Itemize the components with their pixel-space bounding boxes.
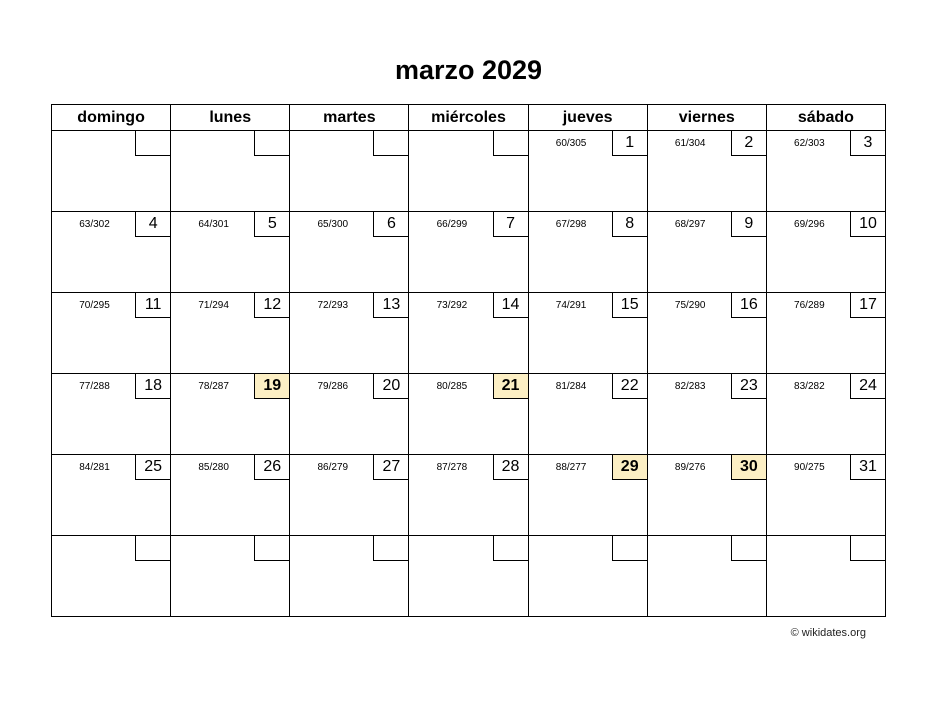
day-of-year: 75/290 xyxy=(674,300,706,311)
day-of-year: 84/281 xyxy=(79,462,110,473)
day-of-year: 87/278 xyxy=(436,462,468,473)
day-cell xyxy=(52,293,171,374)
day-number: 14 xyxy=(493,293,528,318)
day-of-year: 61/304 xyxy=(674,138,706,149)
day-cell xyxy=(409,293,528,374)
day-cell xyxy=(766,374,885,455)
day-number: 8 xyxy=(612,212,647,237)
week-row xyxy=(52,293,886,374)
day-number: 25 xyxy=(135,455,170,480)
day-number: 4 xyxy=(135,212,170,237)
day-number: 24 xyxy=(850,374,885,399)
day-of-year: 89/276 xyxy=(674,462,706,473)
day-number xyxy=(612,536,647,561)
day-cell xyxy=(647,536,766,617)
day-cell xyxy=(52,374,171,455)
week-row xyxy=(52,131,886,212)
day-of-year: 66/299 xyxy=(436,219,468,230)
day-cell xyxy=(528,374,647,455)
day-cell xyxy=(766,455,885,536)
day-number: 22 xyxy=(612,374,647,399)
day-cell xyxy=(528,536,647,617)
day-number: 10 xyxy=(850,212,885,237)
day-number: 18 xyxy=(135,374,170,399)
day-number: 31 xyxy=(850,455,885,480)
day-cell xyxy=(766,536,885,617)
day-number: 16 xyxy=(731,293,766,318)
day-cell xyxy=(647,212,766,293)
day-cell xyxy=(290,293,409,374)
weekday-header: lunes xyxy=(171,105,290,131)
day-cell xyxy=(171,536,290,617)
day-cell xyxy=(171,455,290,536)
week-row xyxy=(52,374,886,455)
day-of-year: 77/288 xyxy=(79,381,110,392)
day-of-year: 65/300 xyxy=(317,219,349,230)
day-of-year: 83/282 xyxy=(794,381,825,392)
day-of-year: 60/305 xyxy=(555,138,587,149)
day-number: 11 xyxy=(135,293,170,318)
day-number: 21 xyxy=(493,374,528,399)
weekday-header: miércoles xyxy=(409,105,528,131)
day-number: 13 xyxy=(373,293,408,318)
day-cell xyxy=(290,212,409,293)
day-cell xyxy=(171,374,290,455)
day-number: 19 xyxy=(254,374,289,399)
day-number: 17 xyxy=(850,293,885,318)
page-title: marzo 2029 xyxy=(394,55,543,85)
day-of-year: 86/279 xyxy=(317,462,349,473)
day-of-year: 74/291 xyxy=(555,300,587,311)
day-of-year: 67/298 xyxy=(555,219,587,230)
day-cell xyxy=(409,455,528,536)
day-number: 30 xyxy=(731,455,766,480)
day-cell xyxy=(647,455,766,536)
day-cell xyxy=(290,374,409,455)
day-number: 15 xyxy=(612,293,647,318)
day-of-year: 79/286 xyxy=(317,381,349,392)
weekday-header: viernes xyxy=(647,105,766,131)
day-cell xyxy=(52,212,171,293)
day-of-year: 81/284 xyxy=(555,381,587,392)
day-cell xyxy=(528,212,647,293)
day-of-year: 69/296 xyxy=(794,219,825,230)
day-of-year: 78/287 xyxy=(198,381,229,392)
day-cell xyxy=(290,455,409,536)
day-of-year: 82/283 xyxy=(674,381,706,392)
week-row xyxy=(52,455,886,536)
day-of-year: 73/292 xyxy=(436,300,468,311)
day-number: 27 xyxy=(373,455,408,480)
day-of-year: 90/275 xyxy=(794,462,825,473)
day-cell xyxy=(528,293,647,374)
day-cell xyxy=(290,536,409,617)
day-number xyxy=(850,536,885,561)
day-cell xyxy=(528,131,647,212)
day-number: 2 xyxy=(731,131,766,156)
day-number xyxy=(493,536,528,561)
day-of-year: 62/303 xyxy=(794,138,825,149)
day-cell xyxy=(52,131,171,212)
day-cell xyxy=(647,293,766,374)
day-cell xyxy=(409,212,528,293)
day-number xyxy=(135,536,170,561)
day-number xyxy=(373,536,408,561)
day-cell xyxy=(171,131,290,212)
weekday-header: jueves xyxy=(528,105,647,131)
day-cell xyxy=(409,131,528,212)
day-number: 5 xyxy=(254,212,289,237)
day-of-year: 68/297 xyxy=(674,219,706,230)
day-cell xyxy=(171,293,290,374)
day-number xyxy=(135,131,170,156)
day-of-year: 76/289 xyxy=(794,300,825,311)
day-of-year: 72/293 xyxy=(317,300,349,311)
weekday-header: martes xyxy=(290,105,409,131)
day-of-year: 85/280 xyxy=(198,462,229,473)
day-number: 12 xyxy=(254,293,289,318)
day-of-year: 64/301 xyxy=(198,219,229,230)
weekday-header-row xyxy=(52,105,886,131)
day-number xyxy=(373,131,408,156)
day-cell xyxy=(528,455,647,536)
day-number: 20 xyxy=(373,374,408,399)
day-number xyxy=(254,131,289,156)
day-cell xyxy=(766,293,885,374)
day-number: 3 xyxy=(850,131,885,156)
day-of-year: 71/294 xyxy=(198,300,229,311)
day-cell xyxy=(290,131,409,212)
weekday-header: sábado xyxy=(766,105,885,131)
day-number: 9 xyxy=(731,212,766,237)
day-cell xyxy=(766,131,885,212)
weekday-header: domingo xyxy=(52,105,171,131)
day-number: 6 xyxy=(373,212,408,237)
day-cell xyxy=(766,212,885,293)
day-of-year: 80/285 xyxy=(436,381,468,392)
day-number: 7 xyxy=(493,212,528,237)
day-cell xyxy=(171,212,290,293)
day-number: 29 xyxy=(612,455,647,480)
day-cell xyxy=(52,536,171,617)
day-number: 23 xyxy=(731,374,766,399)
day-number xyxy=(254,536,289,561)
day-number xyxy=(731,536,766,561)
day-number: 26 xyxy=(254,455,289,480)
day-cell xyxy=(409,374,528,455)
day-of-year: 63/302 xyxy=(79,219,110,230)
week-row xyxy=(52,536,886,617)
day-of-year: 70/295 xyxy=(79,300,110,311)
week-row xyxy=(52,212,886,293)
day-number: 1 xyxy=(612,131,647,156)
day-number: 28 xyxy=(493,455,528,480)
day-cell xyxy=(647,131,766,212)
day-cell xyxy=(52,455,171,536)
day-number xyxy=(493,131,528,156)
day-of-year: 88/277 xyxy=(555,462,587,473)
copyright-footer: © wikidates.org xyxy=(790,627,866,639)
day-cell xyxy=(647,374,766,455)
calendar-grid xyxy=(51,104,886,617)
day-cell xyxy=(409,536,528,617)
